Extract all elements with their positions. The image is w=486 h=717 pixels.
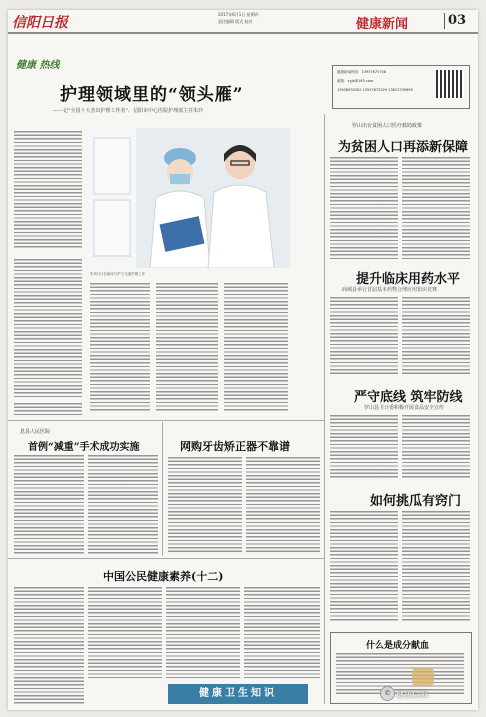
right-column-separator — [324, 114, 325, 704]
story4-text-b — [402, 510, 470, 622]
lead-headline: 护理领域里的“领头雁” — [60, 85, 244, 105]
nurses-photo-illustration — [90, 128, 290, 268]
story2-text-a — [330, 296, 398, 376]
story4-text-a — [330, 510, 398, 622]
header-rule — [8, 32, 478, 34]
lower-middle-separator — [162, 422, 163, 556]
story3-subhead: 罗山县卫计委积极开展食品安全宣传 — [364, 405, 445, 411]
story1-headline: 为贫困人口再添新保障 — [338, 140, 469, 155]
bottom-text-d — [244, 586, 320, 678]
lead-text-col1b — [14, 258, 82, 398]
date-line: 2017年6月1日 星期四 — [218, 12, 259, 17]
masthead-logo: 信阳日报 — [12, 15, 68, 31]
lower-left-text-a — [14, 454, 84, 554]
wechat-logo-icon: ✆ — [380, 686, 395, 701]
editor-line-2: 邮箱：xyjk@163.com — [337, 79, 374, 83]
lead-photo — [90, 128, 290, 268]
page-number: 03 — [448, 13, 467, 28]
lower-middle-headline: 网购牙齿矫正器不靠谱 — [180, 440, 290, 453]
story5-headline: 什么是成分献血 — [366, 641, 430, 651]
bottom-text-a — [14, 586, 84, 704]
story1-text-b — [402, 156, 470, 260]
lower-bottom-separator — [8, 558, 324, 559]
story3-text-a — [330, 414, 398, 480]
bottom-text-c — [166, 586, 240, 678]
lead-text-col4 — [224, 282, 288, 412]
qr-code-icon — [436, 70, 464, 98]
lower-middle-text-b — [246, 456, 320, 554]
lower-left-headline: 首例“减重”手术成功实施 — [28, 442, 140, 453]
lead-text-col3 — [156, 282, 218, 412]
story2-text-b — [402, 296, 470, 376]
section-title: 健康新闻 — [356, 17, 409, 32]
bottom-headline: 中国公民健康素养(十二) — [103, 570, 224, 583]
editor-line-1: 健康新闻热线：13937675708 — [337, 70, 386, 74]
lead-text-col2 — [90, 282, 150, 412]
photo-caption: 朱玲(右)在病房与护士交流护理工作 — [90, 272, 146, 276]
story2-headline: 提升临床用药水平 — [356, 272, 461, 287]
lower-middle-text-a — [168, 456, 242, 554]
lower-left-kicker: 息县人民医院 — [20, 429, 51, 435]
column-logo: 健康 热线 — [16, 60, 60, 71]
badge-seal-icon — [412, 668, 434, 686]
lead-bottom-separator — [8, 420, 324, 421]
story2-subhead: 商城县举行首届基本药物合理应用知识竞赛 — [342, 287, 438, 293]
lead-text-col1c — [14, 402, 82, 416]
story1-kicker: 罗山出台贫困人口医疗救助政策 — [352, 123, 423, 129]
lower-left-text-b — [88, 454, 158, 554]
bottom-text-b — [88, 586, 162, 678]
lead-subhead: ——记“全国十大杰出护理工作者”、信阳市中心医院护理部主任朱玲 — [53, 108, 204, 114]
editor-line-3: 13938930302 13937675329 13613709699 — [337, 88, 413, 92]
page-no-separator — [444, 13, 445, 29]
story4-headline: 如何挑瓜有窍门 — [370, 494, 462, 509]
health-knowledge-banner: 健康卫生知识 — [168, 684, 308, 704]
story3-text-b — [402, 414, 470, 480]
newspaper-page — [8, 10, 478, 710]
watermark-text: 健康信阳 — [396, 690, 428, 699]
lead-text-col1 — [14, 130, 82, 250]
story3-headline: 严守底线 筑牢防线 — [354, 390, 463, 405]
contact-line: 责任编辑 版式 校对 — [218, 19, 253, 24]
story1-text-a — [330, 156, 398, 260]
